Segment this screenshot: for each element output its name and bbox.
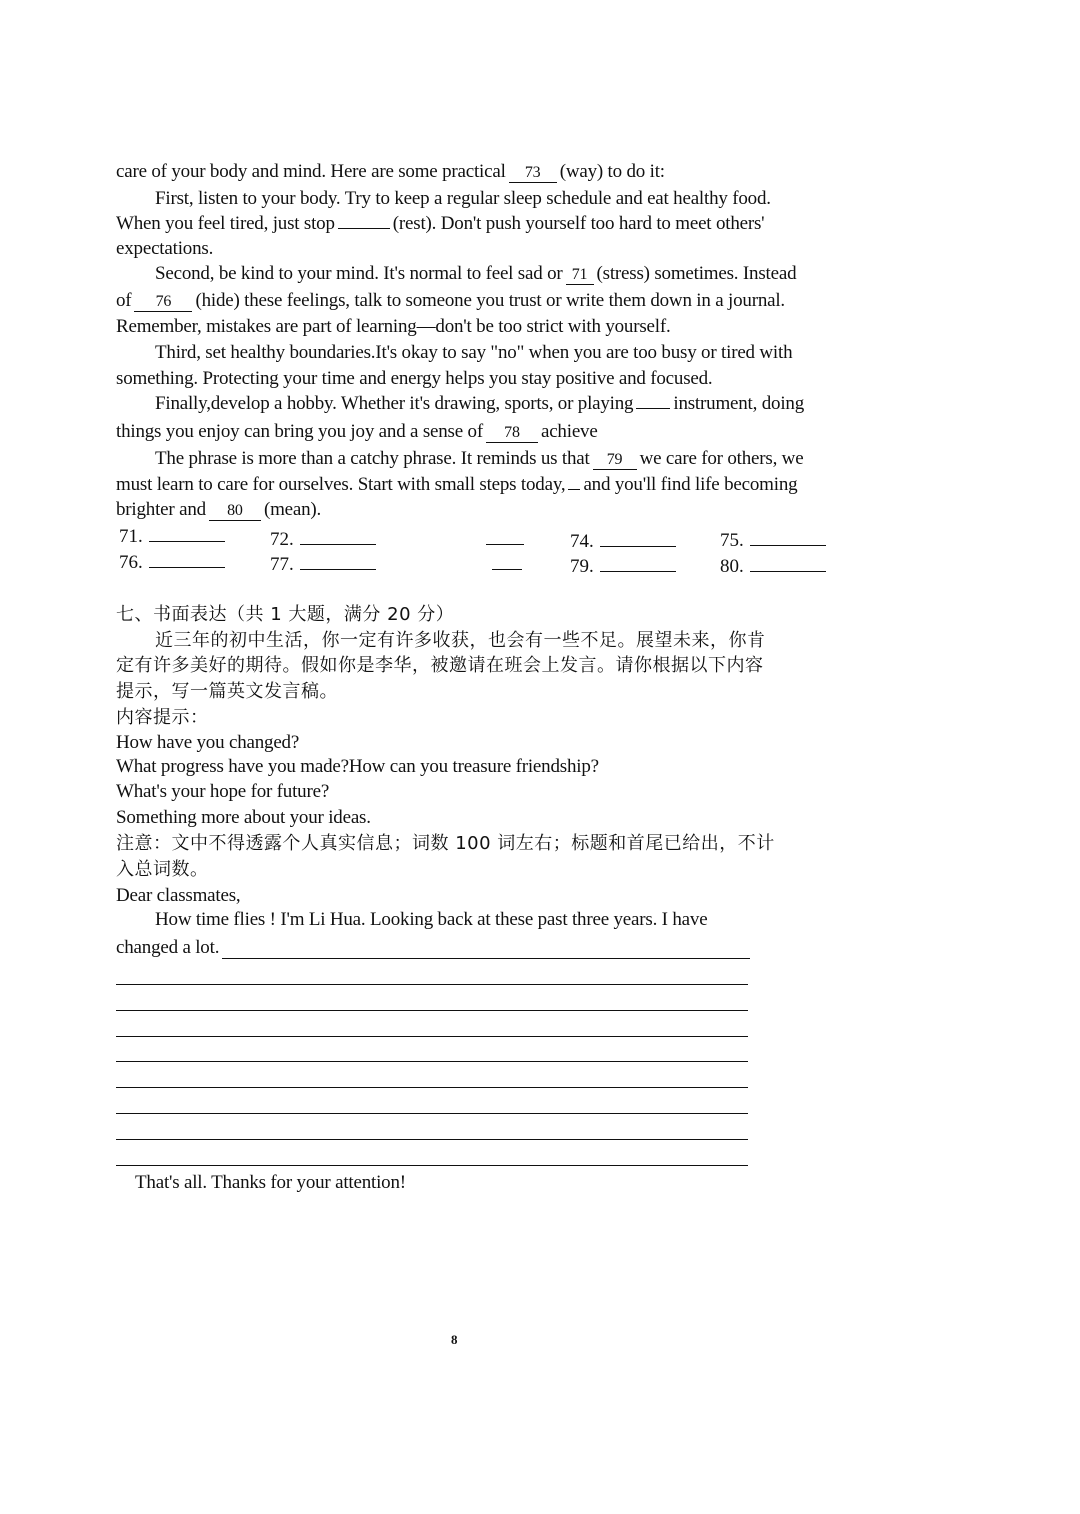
- answer-label: 76.: [119, 552, 143, 573]
- answer-line[interactable]: [492, 553, 522, 570]
- passage-line-3: [116, 212, 764, 236]
- text: of: [116, 290, 132, 311]
- hint-label: 内容提示：: [116, 707, 209, 728]
- writing-line[interactable]: [116, 1113, 748, 1114]
- hint-question-1: How have you changed?: [116, 732, 300, 753]
- blank-71[interactable]: 71: [566, 266, 594, 285]
- note-line-1: 注意：文中不得透露个人真实信息；词数 100 词左右；标题和首尾已给出，不计: [116, 833, 775, 854]
- text: (rest). Don't push yourself too hard to meet others': [392, 213, 765, 234]
- text: achieve: [540, 421, 598, 442]
- answer-line[interactable]: [750, 555, 826, 572]
- text: we care for others, we: [639, 448, 804, 469]
- answer-78: [486, 553, 522, 577]
- answer-label: 75.: [720, 530, 744, 551]
- blank-78[interactable]: 78: [486, 424, 538, 443]
- salutation: Dear classmates,: [116, 885, 241, 906]
- answer-76: [119, 551, 225, 575]
- answer-label: 71.: [119, 526, 143, 547]
- text: (way) to do it:: [559, 161, 665, 182]
- writing-line[interactable]: [116, 1010, 748, 1011]
- blank-74[interactable]: [338, 228, 390, 229]
- writing-line[interactable]: [116, 1139, 748, 1140]
- note-line-2: 入总词数。: [116, 859, 209, 880]
- passage-line-7: Remember, mistakes are part of learning—don't be too strict with yourself.: [116, 316, 671, 337]
- text: (stress) sometimes. Instead: [596, 263, 797, 284]
- answer-line[interactable]: [600, 530, 676, 547]
- opening-line-1: How time flies ! I'm Li Hua. Looking back at these past three years. I have: [155, 909, 708, 930]
- blank-80-marker: [568, 489, 580, 490]
- passage-line-5: [155, 262, 796, 286]
- prompt-cn-1: 近三年的初中生活，你一定有许多收获，也会有一些不足。展望未来，你肯: [155, 630, 766, 651]
- answer-label: 74.: [570, 531, 594, 552]
- blank-76[interactable]: 76: [134, 293, 192, 312]
- writing-line[interactable]: [116, 1087, 748, 1088]
- answer-74: [570, 530, 676, 554]
- text: instrument, doing: [673, 393, 805, 414]
- writing-line[interactable]: [116, 984, 748, 985]
- text: care of your body and mind. Here are some practical: [116, 161, 506, 182]
- blank-77[interactable]: [636, 408, 670, 409]
- answer-line[interactable]: [149, 525, 225, 542]
- text: Finally,develop a hobby. Whether it's drawing, sports, or playing: [155, 393, 634, 414]
- passage-line-14: [116, 498, 321, 522]
- answer-80: [720, 555, 826, 579]
- answer-73: [480, 528, 524, 552]
- text: must learn to care for ourselves. Start with small steps today,: [116, 474, 566, 495]
- writing-line[interactable]: [116, 1165, 748, 1166]
- section-heading: 七、书面表达（共 1 大题，满分 20 分）: [116, 604, 455, 625]
- text: Second, be kind to your mind. It's normal to feel sad or: [155, 263, 563, 284]
- opening-line-2: changed a lot.: [116, 937, 220, 958]
- prompt-cn-3: 提示，写一篇英文发言稿。: [116, 681, 338, 702]
- answer-label: 72.: [270, 529, 294, 550]
- text: brighter and: [116, 499, 206, 520]
- page-number: 8: [451, 1332, 458, 1347]
- hint-question-2: What progress have you made?How can you treasure friendship?: [116, 756, 599, 777]
- answer-label: 79.: [570, 556, 594, 577]
- answer-71: [119, 525, 225, 549]
- prompt-cn-2: 定有许多美好的期待。假如你是李华，被邀请在班会上发言。请你根据以下内容: [116, 655, 764, 676]
- answer-line[interactable]: [600, 555, 676, 572]
- answer-75: [720, 529, 826, 553]
- hint-question-3: What's your hope for future?: [116, 781, 330, 802]
- passage-line-4: expectations.: [116, 238, 214, 259]
- passage-line-13: [116, 473, 797, 497]
- passage-line-12: [155, 447, 803, 471]
- answer-line[interactable]: [750, 529, 826, 546]
- text: things you enjoy can bring you joy and a sense of: [116, 421, 483, 442]
- passage-line-1: [116, 160, 665, 184]
- closing-line: That's all. Thanks for your attention!: [135, 1172, 406, 1193]
- text: When you feel tired, just stop: [116, 213, 335, 234]
- answer-77: [270, 553, 376, 577]
- text: (hide) these feelings, talk to someone you trust or write them down in a journal.: [195, 290, 785, 311]
- answer-line[interactable]: [149, 551, 225, 568]
- writing-line[interactable]: [222, 958, 750, 959]
- passage-line-10: [155, 392, 804, 416]
- passage-line-2: First, listen to your body. Try to keep a regular sleep schedule and eat healthy food.: [155, 188, 771, 209]
- text: and you'll find life becoming: [583, 474, 798, 495]
- answer-label: 77.: [270, 554, 294, 575]
- writing-line[interactable]: [116, 1061, 748, 1062]
- blank-79[interactable]: 79: [593, 451, 637, 470]
- answer-line[interactable]: [486, 528, 524, 545]
- answer-line[interactable]: [300, 553, 376, 570]
- blank-73[interactable]: 73: [509, 164, 557, 183]
- passage-line-6: [116, 289, 785, 313]
- passage-line-11: [116, 420, 598, 444]
- answer-72: [270, 528, 376, 552]
- answer-79: [570, 555, 676, 579]
- text: (mean).: [263, 499, 322, 520]
- answer-line[interactable]: [300, 528, 376, 545]
- passage-line-8: Third, set healthy boundaries.It's okay to say "no" when you are too busy or tired with: [155, 342, 793, 363]
- answer-label: 80.: [720, 556, 744, 577]
- text: The phrase is more than a catchy phrase. It reminds us that: [155, 448, 590, 469]
- hint-question-4: Something more about your ideas.: [116, 807, 371, 828]
- passage-line-9: something. Protecting your time and energy helps you stay positive and focused.: [116, 368, 713, 389]
- blank-80[interactable]: 80: [209, 502, 261, 521]
- writing-line[interactable]: [116, 1036, 748, 1037]
